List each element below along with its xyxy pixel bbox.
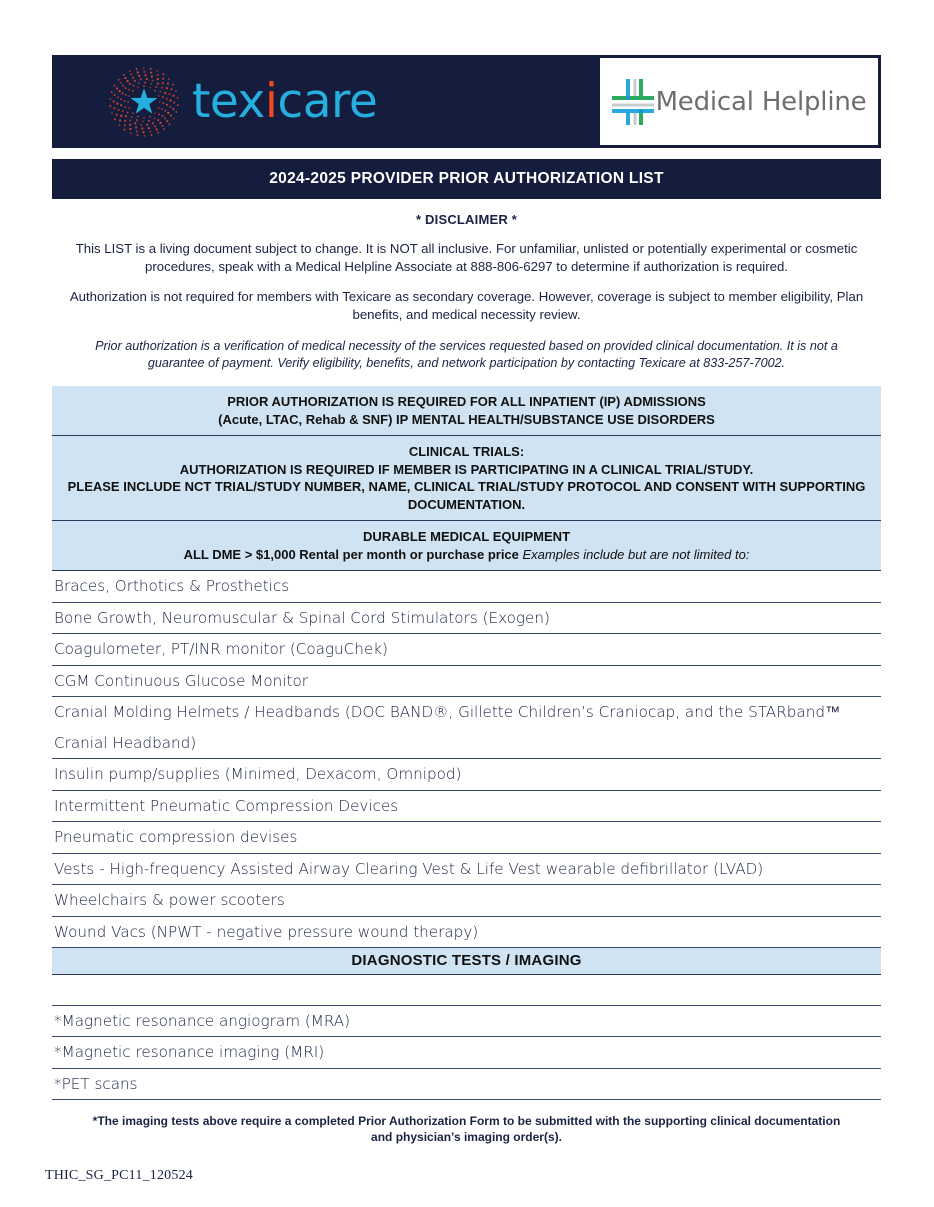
disclaimer-paragraph-3: Prior authorization is a verification of medical necessity of the services requested based on provided clinical documentation. It is not a guarantee of payment. Verify eligibility, benefits, and network participation by contacting Texicare at 833-257-7002.	[95, 339, 838, 370]
masthead	[52, 55, 881, 148]
texicare-wordmark	[192, 74, 378, 129]
list-item: *PET scans	[52, 1069, 881, 1101]
list-item: Intermittent Pneumatic Compression Devices	[52, 791, 881, 823]
wordmark-care: care	[277, 74, 378, 129]
texicare-starburst-star-logo	[108, 66, 180, 138]
document-content	[52, 205, 881, 1145]
wordmark-tex: tex	[192, 74, 265, 129]
banner-inpatient-line-1: PRIOR AUTHORIZATION IS REQUIRED FOR ALL INPATIENT (IP) ADMISSIONS	[227, 394, 706, 409]
list-item: Insulin pump/supplies (Minimed, Dexacom, Omnipod)	[52, 759, 881, 791]
list-item: Braces, Orthotics & Prosthetics	[52, 571, 881, 603]
imaging-footnote: *The imaging tests above require a completed Prior Authorization Form to be submitted with the supporting clinical documentation and physician’s imaging order(s).	[92, 1114, 841, 1144]
list-item: Cranial Molding Helmets / Headbands (DOC BAND®, Gillette Children’s Craniocap, and the STARband™ Cranial Headband)	[52, 697, 881, 759]
list-item: Pneumatic compression devises	[52, 822, 881, 854]
banner-inpatient	[52, 386, 881, 436]
banner-clinical-trials-line-1: CLINICAL TRIALS:	[408, 444, 525, 459]
list-item: Wound Vacs (NPWT - negative pressure wound therapy)	[52, 917, 881, 949]
banner-dme-italic: Examples include but are not limited to:	[522, 546, 750, 562]
banner-clinical-trials	[52, 436, 881, 521]
document-id: THIC_SG_PC11_120524	[45, 1168, 193, 1183]
diagnostic-item-list	[52, 975, 881, 1101]
page-title: 2024-2025 PROVIDER PRIOR AUTHORIZATION LIST	[52, 159, 881, 199]
banner-dme-bold: ALL DME > $1,000 Rental per month or purchase price	[183, 546, 519, 562]
list-item-spacer	[52, 975, 881, 1006]
disclaimer-paragraph-1: This LIST is a living document subject to change. It is NOT all inclusive. For unfamiliar, unlisted or potentially experimental or cosmetic procedures, speak with a Medical Helpline Associate at 888-806-6297 to determine if authorization is required.	[75, 241, 858, 274]
banner-dme-line-1: DURABLE MEDICAL EQUIPMENT	[362, 529, 571, 544]
list-item: *Magnetic resonance imaging (MRI)	[52, 1037, 881, 1069]
medical-cross-icon	[612, 79, 654, 125]
banner-clinical-trials-line-3: PLEASE INCLUDE NCT TRIAL/STUDY NUMBER, NAME, CLINICAL TRIAL/STUDY PROTOCOL AND CONSENT WITH SUPPORTING DOCUMENTATION.	[67, 479, 866, 512]
banner-durable-medical-equipment	[52, 521, 881, 571]
list-item: Coagulometer, PT/INR monitor (CoaguChek)	[52, 634, 881, 666]
banner-dme-line-2	[58, 546, 875, 564]
banner-diagnostic-tests-imaging: DIAGNOSTIC TESTS / IMAGING	[52, 948, 881, 975]
banner-clinical-trials-line-2: AUTHORIZATION IS REQUIRED IF MEMBER IS PARTICIPATING IN A CLINICAL TRIAL/STUDY.	[179, 461, 754, 477]
list-item: CGM Continuous Glucose Monitor	[52, 666, 881, 698]
wordmark-i: i	[264, 74, 278, 129]
list-item: Vests - High-frequency Assisted Airway Clearing Vest & Life Vest wearable defibrillator (LVAD)	[52, 854, 881, 886]
medical-helpline-label: Medical Helpline	[655, 86, 867, 117]
list-item: *Magnetic resonance angiogram (MRA)	[52, 1006, 881, 1038]
list-item: Bone Growth, Neuromuscular & Spinal Cord Stimulators (Exogen)	[52, 603, 881, 635]
disclaimer-heading: * DISCLAIMER *	[415, 212, 518, 227]
medical-helpline-logo-box	[600, 58, 878, 145]
list-item: Wheelchairs & power scooters	[52, 885, 881, 917]
dme-item-list	[52, 571, 881, 948]
banner-inpatient-line-2: (Acute, LTAC, Rehab & SNF) IP MENTAL HEALTH/SUBSTANCE USE DISORDERS	[218, 411, 715, 427]
texicare-brand	[52, 55, 600, 148]
disclaimer-paragraph-2: Authorization is not required for members with Texicare as secondary coverage. However, coverage is subject to member eligibility, Plan benefits, and medical necessity review.	[69, 289, 864, 322]
